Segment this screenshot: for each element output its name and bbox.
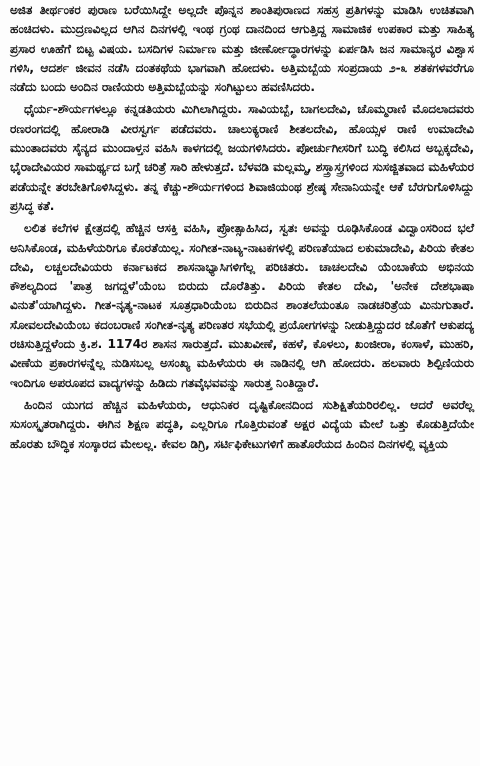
paragraph-2: ಧೈರ್ಯ-ಶೌರ್ಯಗಳಲ್ಲೂ ಕನ್ನಡತಿಯರು ಮಿಗಿಲಾಗಿದ್ದರು. ಸಾವಿಯಬ್ಬೆ, ಬಾಗಲದೇವಿ, ಚೊಮ್ಮರಾಣಿ ಮೊದಲಾದವರು ರಣರಂಗದಲ್ಲಿ ಹೋರಾಡಿ ವೀರಸ್ವರ್ಗ ಪಡೆದವರು. ಚಾಲುಕ್ಯರಾಣಿ ಶೀತಲದೇವಿ, ಹೊಯ್ಸಳ ರಾಣಿ ಉಮಾದೇವಿ ಮುಂತಾದವರು ಸೈನ್ಯದ ಮುಂದಾಳ್ತನ ವಹಿಸಿ ಕಾಳಗದಲ್ಲಿ ಜಯಗಳಿಸಿದರು. ಪೋರ್ಚುಗೀಸರಿಗೆ ಬುದ್ಧಿ ಕಲಿಸಿದ ಅಬ್ಬಕ್ಕದೇವಿ, ಭೈರಾದೇವಿಯರ ಸಾಮರ್ಥ್ಯದ ಬಗ್ಗೆ ಚರಿತ್ರೆ ಸಾರಿ ಹೇಳುತ್ತದೆ. ಬೆಳವಡಿ ಮಲ್ಲಮ್ಮ, ಶಸ್ತ್ರಾಸ್ತ್ರಗಳಿಂದ ಸುಸಜ್ಜಿತವಾದ ಮಹಿಳೆಯರ ಪಡೆಯನ್ನೇ ತರಬೇತಿಗೊಳಿಸಿದ್ದಳು. ತನ್ನ ಕೆಚ್ಚು-ಶೌರ್ಯಗಳಿಂದ ಶಿವಾಜಿಯಂಥ ಶ್ರೇಷ್ಠ ಸೇನಾನಿಯನ್ನೇ ಆಕೆ ಬೆರಗುಗೊಳಿಸಿದ್ದು ಪ್ರಸಿದ್ಧ ಕತೆ. xyxy=(10,102,475,213)
paragraph-3: ಲಲಿತ ಕಲೆಗಳ ಕ್ಷೇತ್ರದಲ್ಲಿ ಹೆಚ್ಚಿನ ಆಸಕ್ತಿ ವಹಿಸಿ, ಪ್ರೋತ್ಸಾಹಿಸಿದ, ಸ್ವತಃ ಅವನ್ನು ರೂಢಿಸಿಕೊಂಡ ವಿದ್ವಾಂಸರಿಂದ ಭಲೆ ಅನಿಸಿಕೊಂಡ, ಮಹಿಳೆಯರಿಗೂ ಕೊರತೆಯಿಲ್ಲ. ಸಂಗೀತ-ನಾಟ್ಯ-ನಾಟಕಗಳಲ್ಲಿ ಪರಿಣತೆಯಾದ ಲಕುಮಾದೇವಿ, ಪಿರಿಯ ಕೇತಲ ದೇವಿ, ಲಚ್ಚಲದೇವಿಯರು ಕರ್ನಾಟಕದ ಶಾಸನಾಭ್ಯಾಸಿಗಳಿಗೆಲ್ಲ ಪರಿಚಿತರು. ಚಾಚಲದೇವಿ ಯೆಂಬಾಕೆಯ ಅಭಿನಯ ಕೌಶಲ್ಯದಿಂದ 'ಪಾತ್ರ ಜಗದ್ದಳೆ'ಯೆಂಬ ಬಿರುದು ದೊರೆತಿತ್ತು. ಪಿರಿಯ ಕೇತಲ ದೇವಿ, 'ಅನೇಕ ದೇಶಭಾಷಾ ವಿನುತೆ'ಯಾಗಿದ್ದಳು. ಗೀತ-ನೃತ್ಯ-ನಾಟಕ ಸೂತ್ರಧಾರಿಯೆಂಬ ಬಿರುದಿನ ಶಾಂತಲೆಯಂತೂ ನಾಡಚರಿತ್ರೆಯ ಮಿನುಗುತಾರೆ. ಸೋವಲದೇವಿಯೆಂಬ ಕದಂಬರಾಣಿ ಸಂಗೀತ-ನೃತ್ಯ ಪರಿಣತರ ಸಭೆಯಲ್ಲಿ ಪ್ರಯೋಗಗಳನ್ನು ನೀಡುತ್ತಿದ್ದುದರ ಜೊತೆಗೆ ಆಕುಪದ್ಯ ರಚಿಸುತ್ತಿದ್ದಳೆಂದು ಕ್ರಿ.ಶ. 1174ರ ಶಾಸನ ಸಾರುತ್ತದೆ. ಮುಖವೀಣೆ, ಕಹಳೆ, ಕೊಳಲು, ಖಂಜೀರಾ, ಕಂಸಾಳೆ, ಮುಹರಿ, ವೀಣೆಯ ಪ್ರಕಾರಗಳನ್ನೆಲ್ಲ ನುಡಿಸಬಲ್ಲ ಅಸಂಖ್ಯ ಮಹಿಳೆಯರು ಈ ನಾಡಿನಲ್ಲಿ ಆಗಿ ಹೋದರು. ಹಲವಾರು ಶಿಲ್ಪಿಣಿಯರು ಇಂದಿಗೂ ಅಪರೂಪದ ವಾದ್ಯಗಳನ್ನು ಹಿಡಿದು ಗತವೈಭವವನ್ನು ಸಾರುತ್ತ ನಿಂತಿದ್ದಾರೆ. xyxy=(10,221,474,390)
paragraph-4: ಹಿಂದಿನ ಯುಗದ ಹೆಚ್ಚಿನ ಮಹಿಳೆಯರು, ಆಧುನಿಕರ ದೃಷ್ಟಿಕೋನದಿಂದ ಸುಶಿಕ್ಷಿತೆಯರಿರಲಿಲ್ಲ. ಆದರೆ ಅವರೆಲ್ಲ ಸುಸಂಸ್ಕೃತರಾಗಿದ್ದರು. ಈಗಿನ ಶಿಕ್ಷಣ ಪದ್ಧತಿ, ಎಲ್ಲರಿಗೂ ಗೊತ್ತಿರುವಂತೆ ಅಕ್ಷರ ವಿದ್ಯೆಯ ಮೇಲೆ ಒತ್ತು ಕೊಡುತ್ತಿದೆಯೇ ಹೊರತು ಬೌದ್ಧಿಕ ಸಂಸ್ಕಾರದ ಮೇಲಲ್ಲ. ಕೇವಲ ಡಿಗ್ರಿ, ಸರ್ಟಿಫಿಕೇಟುಗಳಿಗೆ ಹಾತೊರೆಯದ ಹಿಂದಿನ ದಿನಗಳಲ್ಲಿ ವ್ಯಕ್ತಿಯ xyxy=(10,397,474,451)
paragraph-1: ಅಜಿತ ತೀರ್ಥಂಕರ ಪುರಾಣ ಬರೆಯಿಸಿದ್ದೇ ಅಲ್ಲದೇ ಪೊನ್ನನ ಶಾಂತಿಪುರಾಣದ ಸಹಸ್ರ ಪ್ರತಿಗಳನ್ನು ಮಾಡಿಸಿ ಉಚಿತವಾಗಿ ಹಂಚಿದಳು. ಮುದ್ರಣವಿಲ್ಲದ ಆಗಿನ ದಿನಗಳಲ್ಲಿ ಇಂಥ ಗ್ರಂಥ ದಾನದಿಂದ ಆಗುತ್ತಿದ್ದ ಸಾಮಾಜಿಕ ಉಪಕಾರ ಮತ್ತು ಸಾಹಿತ್ಯ ಪ್ರಸಾರ ಊಹೆಗೆ ಬಿಟ್ಟ ವಿಷಯ. ಬಸದಿಗಳ ನಿರ್ಮಾಣ ಮತ್ತು ಜೀರ್ಣೋದ್ಧಾರಗಳನ್ನು ಏರ್ಪಡಿಸಿ ಜನ ಸಾಮಾನ್ಯರ ವಿಶ್ವಾಸ ಗಳಿಸಿ, ಆದರ್ಶ ಜೀವನ ನಡೆಸಿ ದಂತಕಥೆಯ ಭಾಗವಾಗಿ ಹೋದಳು. ಅತ್ತಿಮಬ್ಬೆಯ ಸಂಪ್ರದಾಯ ೨-೩ ಶತಕಗಳವರೆಗೂ ನಡೆದು ಬಂದು ಅಂದಿನ ರಾಣಿಯರು ಅತ್ತಿಮಬ್ಬೆಯನ್ನು ಸಂಗಿಟ್ಟುಲು ಹವಣಿಸಿದರು. xyxy=(10,3,474,95)
